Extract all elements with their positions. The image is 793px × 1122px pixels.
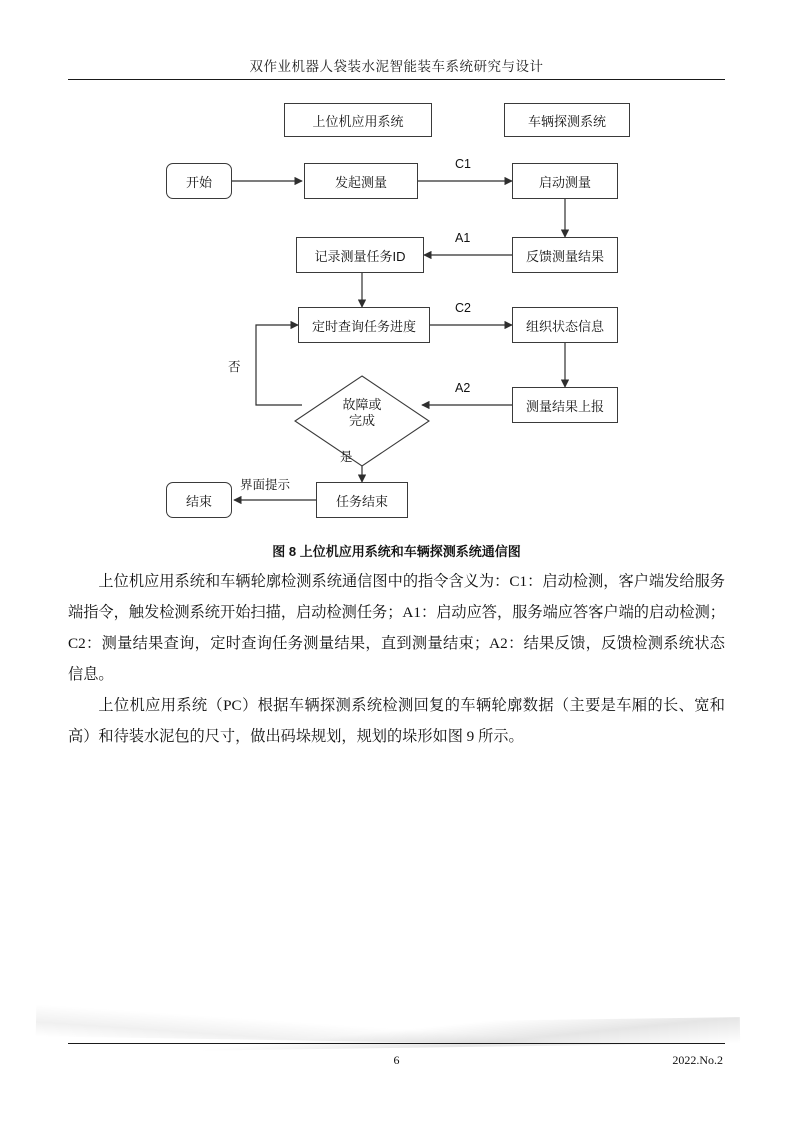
- node-end-label: 结束: [185, 493, 212, 509]
- edge-label-a1-text: A1: [455, 231, 471, 245]
- edge-label-c2-text: C2: [455, 301, 471, 315]
- node-record-task-id: [296, 237, 424, 273]
- edge-label-ui-prompt-text: 界面提示: [240, 478, 291, 492]
- node-report-measurement: [512, 387, 618, 423]
- decision-label-line2: 完成: [348, 413, 375, 429]
- lane-header-vehicle-detection-label: 车辆探测系统: [527, 113, 606, 129]
- node-task-end-label: 任务结束: [335, 493, 388, 509]
- node-start-label: 开始: [185, 174, 212, 190]
- edge-label-c2: [455, 301, 471, 315]
- node-poll-task-progress: [298, 307, 430, 343]
- paragraph-2: 上位机应用系统（PC）根据车辆探测系统检测回复的车辆轮廓数据（主要是车厢的长、宽和高）和待装水泥包的尺寸，做出码垛规划，规划的垛形如图 9 所示。: [68, 697, 725, 745]
- node-initiate-measurement-label: 发起测量: [334, 174, 387, 190]
- node-start-measurement-label: 启动测量: [538, 174, 591, 190]
- page-curl-shadow-inner: [40, 1017, 740, 1053]
- body-text: [68, 566, 725, 752]
- node-organize-status-info: [512, 307, 618, 343]
- footer-divider: [68, 1043, 725, 1044]
- edge-label-a2: [455, 381, 470, 395]
- lane-header-vehicle-detection: [504, 103, 630, 137]
- header-divider: [68, 79, 725, 80]
- paragraph-1: 上位机应用系统和车辆轮廓检测系统通信图中的指令含义为：C1：启动检测，客户端发给服务端指令，触发检测系统开始扫描，启动检测任务；A1：启动应答，服务端应答客户端的启动检测；C2：测量结果查询，定时查询任务测量结果，直到测量结束；A2：结果反馈，反馈检测系统状态信息。: [68, 573, 725, 683]
- figure-caption: 图 8 上位机应用系统和车辆探测系统通信图: [272, 544, 521, 559]
- node-feedback-result-label: 反馈测量结果: [525, 248, 604, 264]
- edge-label-no-text: 否: [228, 360, 241, 374]
- decision-label: [292, 397, 432, 430]
- node-start: [166, 163, 232, 199]
- running-header: 双作业机器人袋装水泥智能装车系统研究与设计: [249, 59, 544, 74]
- node-organize-status-info-label: 组织状态信息: [525, 318, 604, 334]
- lane-header-host-system: [284, 103, 432, 137]
- footer-issue: 2022.No.2: [672, 1053, 723, 1067]
- edge-label-no: [228, 357, 241, 375]
- page-curl-shadow-outer: [36, 1002, 756, 1047]
- edge-label-yes: [340, 447, 353, 465]
- node-end: [166, 482, 232, 518]
- edge-label-c1-text: C1: [455, 157, 471, 171]
- communication-flow-diagram: [0, 95, 793, 535]
- node-report-measurement-label: 测量结果上报: [525, 398, 604, 414]
- decision-label-line1: 故障或: [342, 397, 382, 412]
- edge-label-ui-prompt: [240, 475, 290, 493]
- edge-label-a1: [455, 231, 470, 245]
- edge-label-c1: [455, 157, 471, 171]
- node-record-task-id-label: 记录测量任务ID: [314, 248, 406, 264]
- node-initiate-measurement: [304, 163, 418, 199]
- edge-label-a2-text: A2: [455, 381, 471, 395]
- page-number: 6: [393, 1053, 400, 1067]
- node-start-measurement: [512, 163, 618, 199]
- edge-label-yes-text: 是: [340, 450, 353, 464]
- node-feedback-result: [512, 237, 618, 273]
- node-poll-task-progress-label: 定时查询任务进度: [311, 318, 416, 334]
- lane-header-host-system-label: 上位机应用系统: [312, 113, 404, 129]
- node-task-end: [316, 482, 408, 518]
